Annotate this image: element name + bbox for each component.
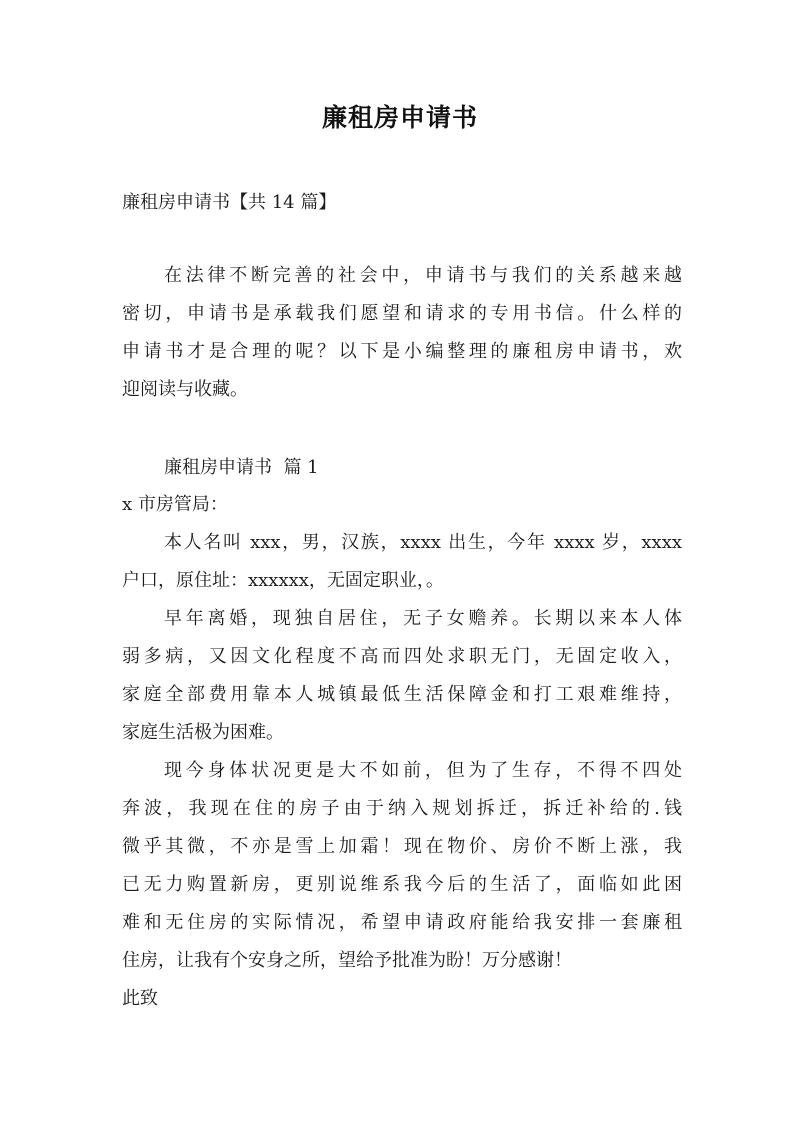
paragraph-line: 家庭全部费用靠本人城镇最低生活保障金和打工艰难维持，	[122, 684, 682, 705]
intro-line: 申请书才是合理的呢？以下是小编整理的廉租房申请书，欢	[122, 341, 682, 362]
addressee: x 市房管局：	[122, 494, 228, 515]
paragraph-line: 弱多病，又因文化程度不高而四处求职无门，无固定收入，	[122, 646, 682, 667]
paragraph-line: 家庭生活极为困难。	[122, 722, 284, 743]
paragraph-line: 住房，让我有个安身之所，望给予批准为盼！万分感谢！	[122, 950, 572, 971]
paragraph-line: 早年离婚，现独自居住，无子女赡养。长期以来本人体	[164, 608, 682, 629]
paragraph-line: 微乎其微，不亦是雪上加霜！现在物价、房价不断上涨，我	[122, 836, 682, 857]
section-heading: 廉租房申请书 篇 1	[164, 457, 319, 478]
document-title: 廉租房申请书	[321, 103, 478, 132]
paragraph-line: 户口，原住址：xxxxxx，无固定职业，。	[122, 570, 444, 591]
paragraph-line: 难和无住房的实际情况，希望申请政府能给我安排一套廉租	[122, 912, 682, 933]
paragraph-line: 现今身体状况更是大不如前，但为了生存，不得不四处	[164, 760, 682, 781]
paragraph-line: 本人名叫 xxx，男，汉族，xxxx 出生，今年 xxxx 岁，xxxx	[164, 532, 682, 553]
paragraph-line: 奔波，我现在住的房子由于纳入规划拆迁，拆迁补给的.钱	[122, 798, 682, 819]
document-subtitle: 廉租房申请书【共 14 篇】	[122, 192, 337, 213]
intro-line: 在法律不断完善的社会中，申请书与我们的关系越来越	[164, 265, 682, 286]
intro-line: 密切，申请书是承载我们愿望和请求的专用书信。什么样的	[122, 303, 682, 324]
closing: 此致	[122, 988, 158, 1009]
paragraph-line: 已无力购置新房，更别说维系我今后的生活了，面临如此困	[122, 874, 682, 895]
intro-line: 迎阅读与收藏。	[122, 379, 248, 400]
